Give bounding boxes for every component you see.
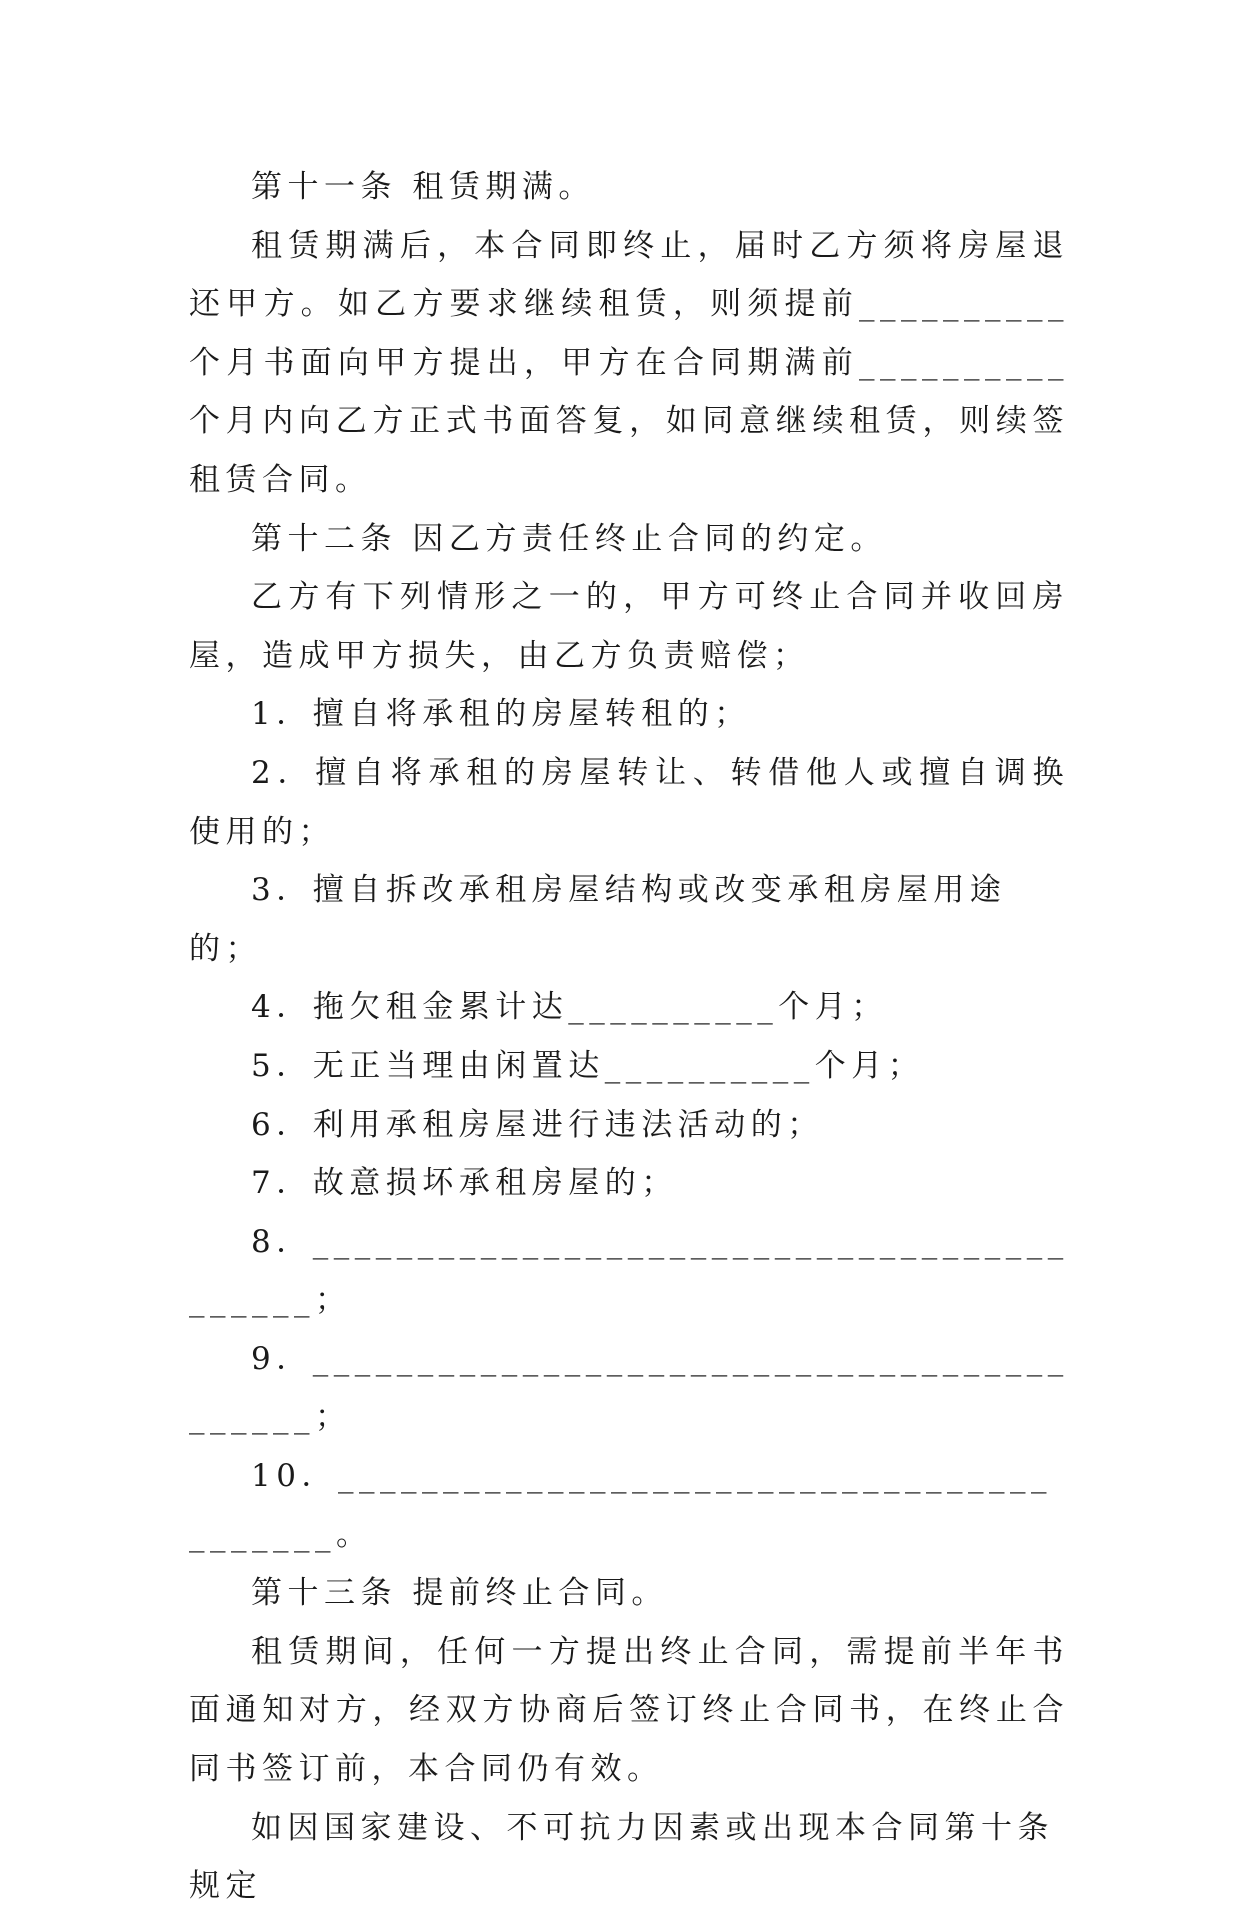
article-13-heading: 第十三条 提前终止合同。 — [251, 1575, 668, 1612]
list-item-10: 10．_________________________________________。 — [189, 1458, 1052, 1553]
list-item-1: 1．擅自将承租的房屋转租的； — [251, 696, 751, 733]
list-item-9: 9．__________________________________________； — [189, 1340, 1069, 1436]
list-item-4: 4．拖欠租金累计达__________个月； — [251, 989, 888, 1026]
list-item-6: 6．利用承租房屋进行违法活动的； — [251, 1106, 824, 1143]
contract-text — [189, 158, 1069, 1916]
article-11-body: 租赁期满后，本合同即终止，届时乙方须将房屋退还甲方。如乙方要求继续租赁，则须提前__________个月书面向甲方提出，甲方在合同期满前__________个月内向乙方正式书面答复，如同意继续租赁，则续签租赁合同。 — [189, 227, 1069, 498]
list-item-7: 7．故意损坏承租房屋的； — [251, 1165, 678, 1202]
list-item-8: 8．__________________________________________； — [189, 1223, 1069, 1319]
list-item-5: 5．无正当理由闲置达__________个月； — [251, 1047, 925, 1084]
article-13-continuation: 如因国家建设、不可抗力因素或出现本合同第十条规定 — [189, 1809, 1054, 1905]
article-12-heading: 第十二条 因乙方责任终止合同的约定。 — [251, 520, 887, 557]
article-11-heading: 第十一条 租赁期满。 — [251, 169, 595, 205]
article-13-body: 租赁期间，任何一方提出终止合同，需提前半年书面通知对方，经双方协商后签订终止合同书，在终止合同书签订前，本合同仍有效。 — [189, 1633, 1069, 1788]
article-12-intro: 乙方有下列情形之一的，甲方可终止合同并收回房屋，造成甲方损失，由乙方负责赔偿； — [189, 579, 1069, 674]
list-item-2: 2．擅自将承租的房屋转让、转借他人或擅自调换使用的； — [189, 754, 1069, 850]
list-item-3: 3．擅自拆改承租房屋结构或改变承租房屋用途的； — [189, 872, 1007, 967]
